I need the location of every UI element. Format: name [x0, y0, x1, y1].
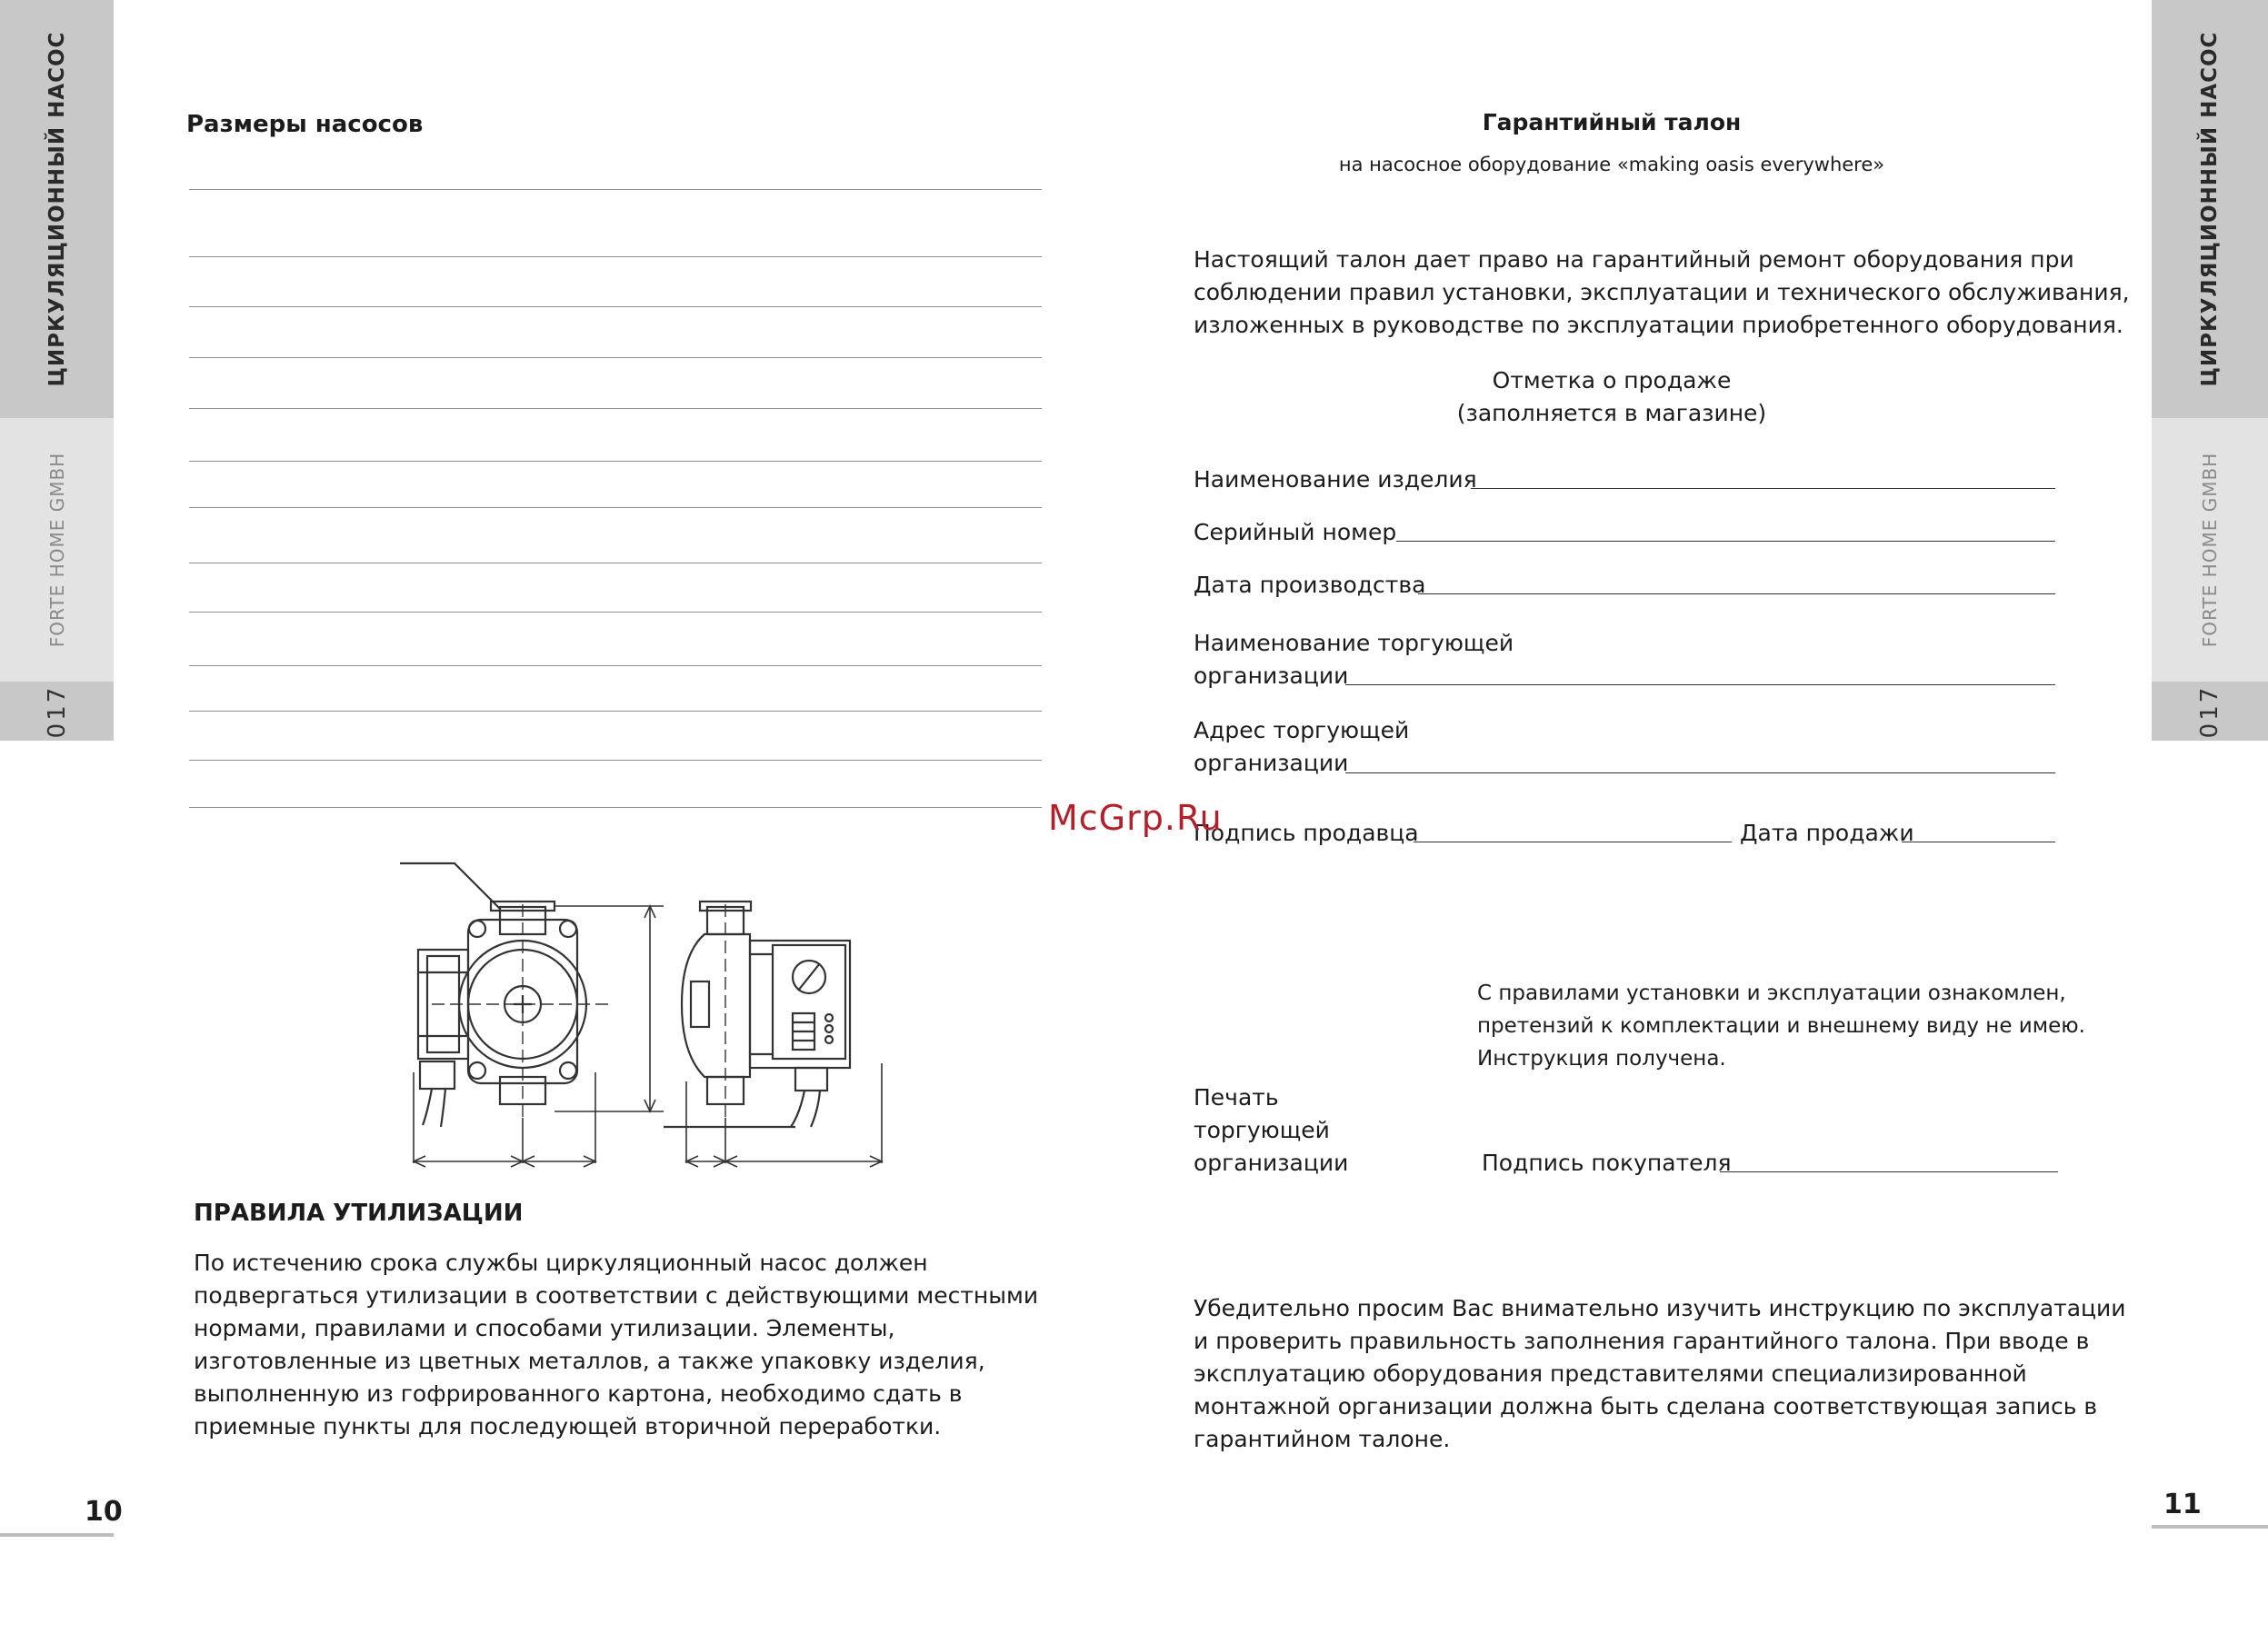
side-tab-left-code	[0, 682, 114, 741]
closing-text	[1194, 1292, 2126, 1456]
trade-address-field[interactable]	[1345, 772, 2055, 773]
stamp-label-line: торгующей	[1194, 1117, 1330, 1143]
side-tab-left-title	[0, 0, 114, 418]
trade-org-field[interactable]	[1345, 684, 2055, 685]
leader-line	[400, 863, 500, 909]
trade-org-label	[1194, 627, 1514, 692]
intro-line: Настоящий талон дает право на гарантийный ремонт оборудования при	[1194, 246, 2074, 273]
side-tab-company-text: FORTE HOME GMBH	[2199, 452, 2221, 648]
production-date-label: Дата производства	[1194, 572, 1426, 598]
warranty-heading: Гарантийный талон	[1482, 109, 1742, 135]
ruled-line	[189, 461, 1042, 462]
serial-number-field[interactable]	[1396, 541, 2055, 542]
pump-dimensions-heading: Размеры насосов	[186, 111, 424, 138]
buyer-signature-label: Подпись покупателя	[1482, 1150, 1732, 1176]
side-tab-left-company	[0, 418, 114, 682]
ruled-line	[189, 507, 1042, 508]
product-name-field[interactable]	[1471, 488, 2055, 489]
ruled-line	[189, 306, 1042, 307]
trade-org-label-line: Наименование торгующей	[1194, 630, 1514, 656]
side-tab-code-text: 017	[2196, 684, 2223, 738]
closing-line: эксплуатацию оборудования представителями специализированной	[1194, 1360, 2027, 1387]
intro-line: соблюдении правил установки, эксплуатации и технического обслуживания,	[1194, 279, 2130, 305]
side-tab-code-text: 017	[43, 684, 71, 738]
acknowledgement-text	[1477, 977, 2085, 1075]
sale-mark-note: (заполняется в магазине)	[1456, 400, 1767, 426]
ruled-line	[189, 612, 1042, 613]
serial-number-label: Серийный номер	[1194, 519, 1397, 545]
ruled-line	[189, 408, 1042, 409]
cable-gland	[420, 1061, 455, 1089]
warranty-subheading: на насосное оборудование «making oasis everywhere»	[1338, 154, 1885, 175]
ruled-line	[189, 711, 1042, 712]
warranty-intro	[1194, 244, 2130, 342]
closing-line: и проверить правильность заполнения гарантийного талона. При вводе в	[1194, 1328, 2090, 1354]
side-tab-title-text: ЦИРКУЛЯЦИОННЫЙ НАСОС	[45, 31, 69, 387]
stamp-label	[1194, 1081, 1348, 1180]
disposal-line: приемные пункты для последующей вторичной переработки.	[194, 1413, 942, 1440]
pump-dimensions-drawing	[391, 854, 900, 1181]
trade-address-label	[1194, 714, 1409, 780]
disposal-line: По истечению срока службы циркуляционный насос должен	[194, 1250, 928, 1276]
trade-address-label-line: Адрес торгующей	[1194, 717, 1410, 743]
closing-line: Убедительно просим Вас внимательно изучить инструкцию по эксплуатации	[1194, 1295, 2126, 1321]
trade-org-label-line: организации	[1194, 663, 1349, 689]
page-number-right: 11	[2163, 1489, 2202, 1520]
ruled-line	[189, 760, 1042, 761]
ruled-line	[189, 189, 1042, 190]
product-name-label: Наименование изделия	[1194, 466, 1477, 493]
disposal-line: изготовленные из цветных металлов, а также упаковку изделия,	[194, 1348, 985, 1374]
intro-line: изложенных в руководстве по эксплуатации приобретенного оборудования.	[1194, 312, 2123, 338]
side-tab-right-title	[2152, 0, 2268, 418]
ruled-line	[189, 256, 1042, 257]
side-tab-right-company	[2152, 418, 2268, 682]
side-tab-right-code	[2152, 682, 2268, 741]
ruled-line	[189, 665, 1042, 666]
disposal-text	[194, 1247, 1038, 1443]
sale-date-label: Дата продажи	[1740, 820, 1914, 846]
trade-address-label-line: организации	[1194, 750, 1349, 776]
seller-signature-label: Подпись продавца	[1194, 820, 1419, 846]
pump-body-side	[682, 934, 750, 1077]
side-tab-title-text: ЦИРКУЛЯЦИОННЫЙ НАСОС	[2198, 31, 2222, 387]
acknowledgement-line: С правилами установки и эксплуатации ознакомлен,	[1477, 981, 2066, 1005]
ruled-line	[189, 807, 1042, 808]
sale-mark-title: Отметка о продаже	[1492, 367, 1732, 394]
page-number-underline-left	[0, 1533, 114, 1537]
page-number-underline-right	[2152, 1525, 2268, 1529]
production-date-field[interactable]	[1418, 593, 2055, 594]
ruled-line	[189, 357, 1042, 358]
closing-line: гарантийном талоне.	[1194, 1426, 1451, 1452]
page-number-left: 10	[85, 1496, 123, 1528]
disposal-line: нормами, правилами и способами утилизации. Элементы,	[194, 1315, 895, 1341]
disposal-line: выполненную из гофрированного картона, необходимо сдать в	[194, 1380, 963, 1407]
acknowledgement-line: Инструкция получена.	[1477, 1047, 1726, 1071]
buyer-signature-field[interactable]	[1720, 1171, 2058, 1172]
watermark-text: McGrp.Ru	[1048, 798, 1223, 838]
acknowledgement-line: претензий к комплектации и внешнему виду не имею.	[1477, 1014, 2085, 1038]
closing-line: монтажной организации должна быть сделана соответствующая запись в	[1194, 1393, 2098, 1420]
stamp-label-line: организации	[1194, 1150, 1349, 1176]
sale-mark	[1194, 364, 2030, 430]
side-tab-company-text: FORTE HOME GMBH	[45, 452, 68, 648]
stamp-label-line: Печать	[1194, 1084, 1279, 1111]
disposal-heading: ПРАВИЛА УТИЛИЗАЦИИ	[194, 1200, 524, 1227]
disposal-line: подвергаться утилизации в соответствии с действующими местными	[194, 1282, 1039, 1309]
